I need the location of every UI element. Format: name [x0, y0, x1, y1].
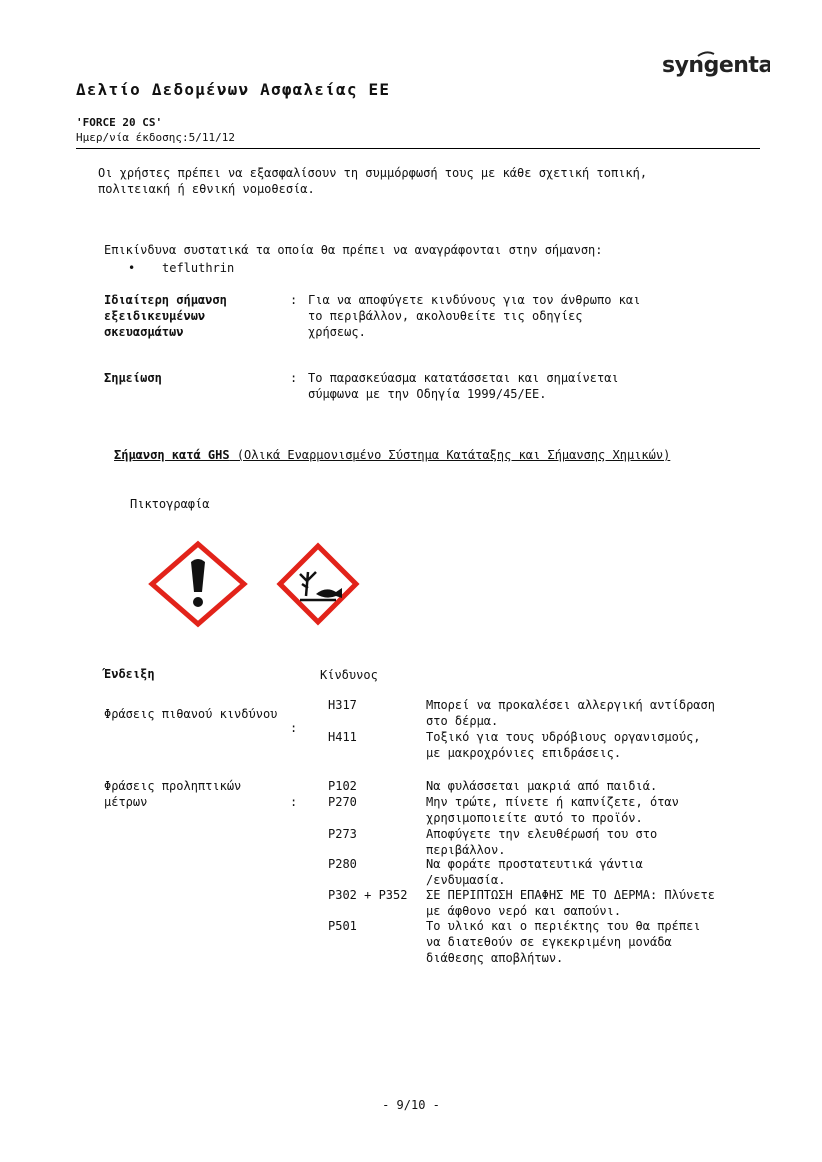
precaution-code: P280: [328, 857, 357, 871]
special-label-3: σκευασμάτων: [104, 325, 184, 339]
intro-line-1: Οι χρήστες πρέπει να εξασφαλίσουν τη συμμόρφωσή τους με κάθε σχετική τοπική,: [98, 166, 648, 180]
intro-line-2: πολιτειακή ή εθνική νομοθεσία.: [98, 182, 315, 196]
precaution-colon: :: [290, 795, 298, 809]
hazard-text: Τοξικό για τους υδρόβιους οργανισμούς,: [426, 730, 701, 744]
precaution-text: Να φοράτε προστατευτικά γάντια: [426, 857, 643, 871]
precaution-code: P501: [328, 919, 357, 933]
precaution-text: περιβάλλον.: [426, 843, 506, 857]
note-text-2: σύμφωνα με την Οδηγία 1999/45/ΕΕ.: [308, 387, 547, 401]
hazard-text: με μακροχρόνιες επιδράσεις.: [426, 746, 622, 760]
precaution-text: Μην τρώτε, πίνετε ή καπνίζετε, όταν: [426, 795, 679, 809]
precaution-text: να διατεθούν σε εγκεκριμένη μονάδα: [426, 935, 672, 949]
hazardous-label: Επικίνδυνα συστατικά τα οποία θα πρέπει να αναγράφονται στην σήμανση:: [104, 243, 603, 257]
special-text-1: Για να αποφύγετε κινδύνους για τον άνθρωπο και: [308, 293, 641, 307]
hazard-text: Μπορεί να προκαλέσει αλλεργική αντίδραση: [426, 698, 715, 712]
precaution-text: /ενδυμασία.: [426, 873, 506, 887]
note-label: Σημείωση: [104, 371, 162, 385]
syngenta-logo: [660, 50, 770, 90]
signal-value: Κίνδυνος: [320, 668, 378, 682]
precaution-text: Να φυλάσσεται μακριά από παιδιά.: [426, 779, 658, 793]
ghs-heading-bold: Σήμανση κατά GHS: [114, 448, 230, 462]
special-label-1: Ιδιαίτερη σήμανση: [104, 293, 227, 307]
ghs-heading-rest: (Ολικά Εναρμονισμένο Σύστημα Κατάταξης και Σήμανσης Χημικών): [229, 448, 671, 462]
hazardous-item: tefluthrin: [162, 261, 235, 275]
precaution-code: P270: [328, 795, 357, 809]
precaution-code: P273: [328, 827, 357, 841]
precaution-code: P302 + P352: [328, 888, 408, 902]
note-text-1: Το παρασκεύασμα κατατάσσεται και σημαίνεται: [308, 371, 619, 385]
hazard-code: H411: [328, 730, 357, 744]
header-divider: [76, 148, 760, 149]
issue-date: Ημερ/νία έκδοσης:5/11/12: [76, 131, 235, 144]
hazard-code: H317: [328, 698, 357, 712]
precaution-text: ΣΕ ΠΕΡΙΠΤΩΣΗ ΕΠΑΦΗΣ ΜΕ ΤΟ ΔΕΡΜΑ: Πλύνετε: [426, 888, 715, 902]
special-colon: :: [290, 293, 298, 307]
note-colon: :: [290, 371, 298, 385]
page-number: - 9/10 -: [382, 1098, 440, 1112]
special-text-3: χρήσεως.: [308, 325, 366, 339]
precaution-text: Αποφύγετε την ελευθέρωσή του στο: [426, 827, 658, 841]
precaution-label-1: Φράσεις προληπτικών: [104, 779, 242, 793]
precaution-text: Το υλικό και ο περιέκτης του θα πρέπει: [426, 919, 701, 933]
exclamation-mark-icon: [148, 540, 248, 628]
precaution-text: με άφθονο νερό και σαπούνι.: [426, 904, 622, 918]
special-label-2: εξειδικευμένων: [104, 309, 206, 323]
ghs-heading: [114, 448, 670, 462]
bullet: •: [128, 261, 136, 275]
special-text-2: το περιβάλλον, ακολουθείτε τις οδηγίες: [308, 309, 583, 323]
product-name: 'FORCE 20 CS': [76, 116, 163, 129]
logo-graphic: [660, 50, 770, 90]
signal-label: Ένδειξη: [104, 667, 155, 681]
hazard-text: στο δέρμα.: [426, 714, 499, 728]
logo-text: syngenta: [662, 53, 770, 78]
document-title: Δελτίο Δεδομένων Ασφαλείας ΕΕ: [76, 80, 391, 99]
precaution-label-2: μέτρων: [104, 795, 148, 809]
precaution-text: διάθεσης αποβλήτων.: [426, 951, 564, 965]
environment-hazard-icon: [276, 542, 360, 626]
precaution-text: χρησιμοποιείτε αυτό το προϊόν.: [426, 811, 643, 825]
hazard-colon: :: [290, 721, 298, 735]
precaution-code: P102: [328, 779, 357, 793]
pictograms-label: Πικτογραφία: [130, 497, 210, 511]
hazard-label: Φράσεις πιθανού κινδύνου: [104, 707, 278, 721]
